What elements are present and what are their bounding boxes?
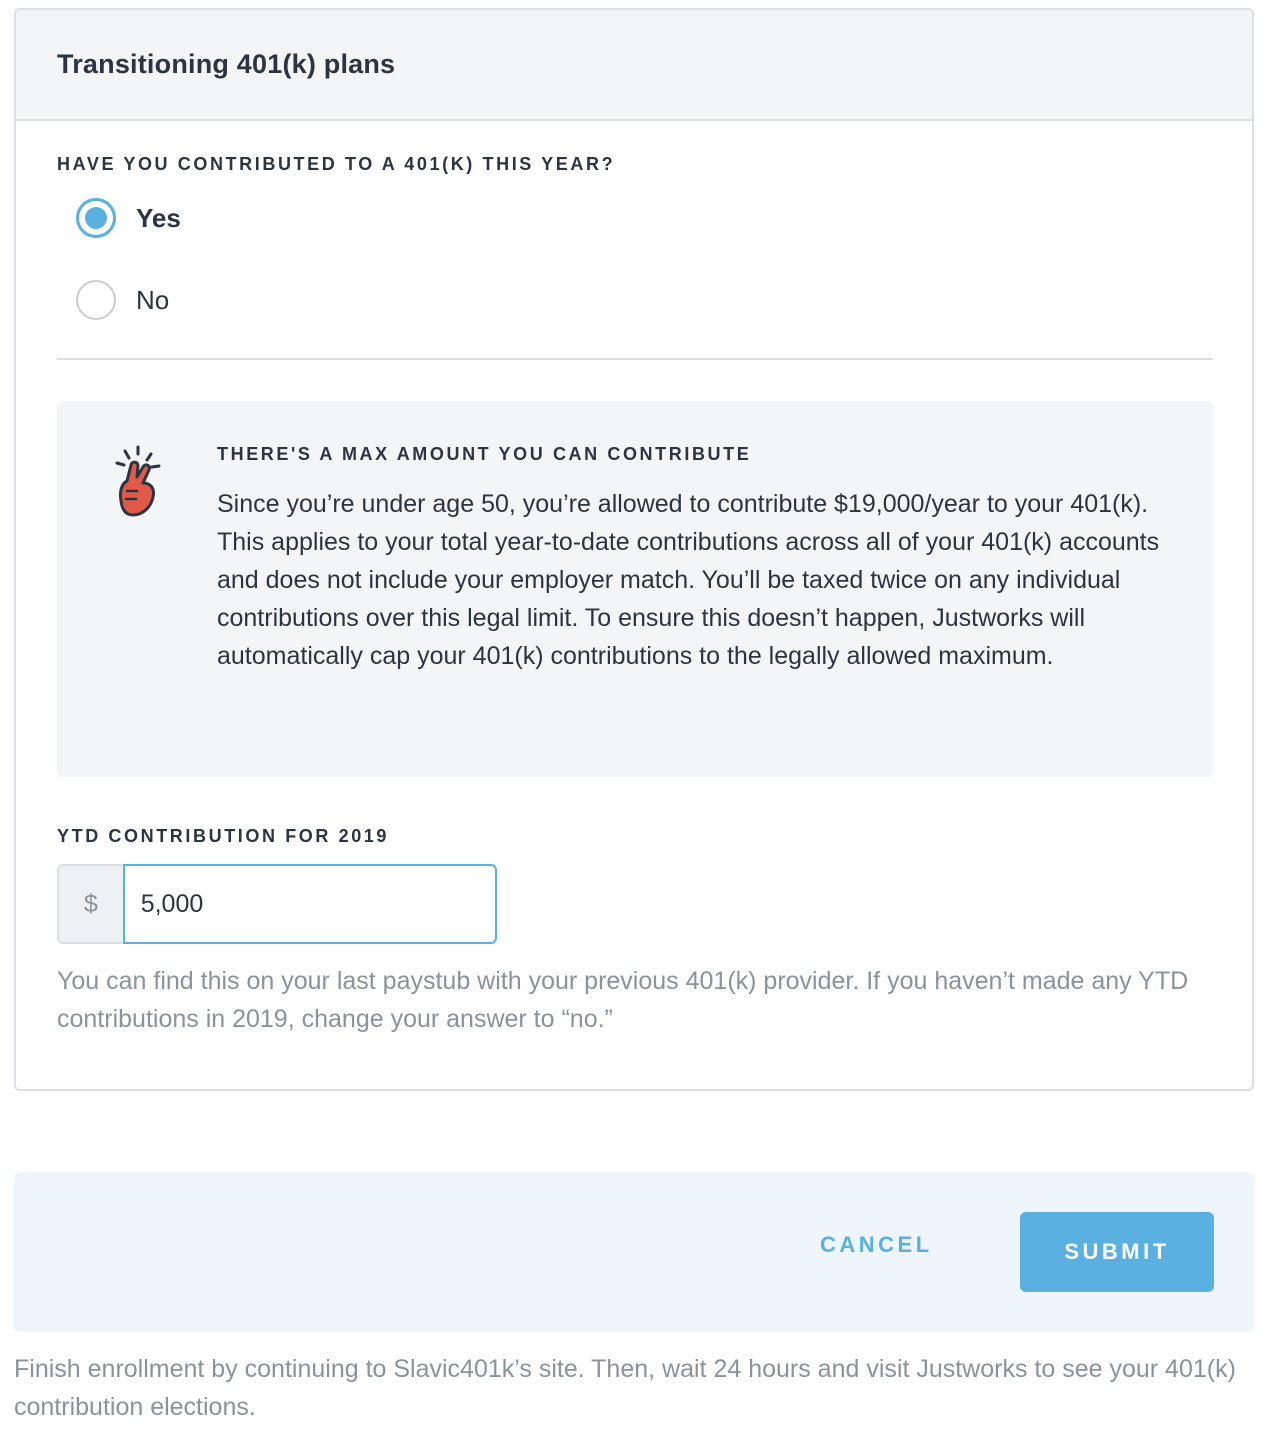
ytd-helper-text: You can find this on your last paystub with your previous 401(k) provider. If you haven’t made any YTD contributions in 2019, change your answer to “no.” bbox=[57, 967, 1189, 1033]
ytd-contribution-field bbox=[57, 864, 497, 944]
question-label: HAVE YOU CONTRIBUTED TO A 401(K) THIS YEAR? bbox=[57, 154, 616, 174]
radio-selected-dot bbox=[85, 207, 107, 229]
card-title: Transitioning 401(k) plans bbox=[57, 49, 396, 79]
enrollment-note: Finish enrollment by continuing to Slavic401k’s site. Then, wait 24 hours and visit Justworks to see your 401(k) contribution elections. bbox=[14, 1355, 1236, 1421]
ytd-contribution-input[interactable] bbox=[123, 864, 497, 944]
divider bbox=[57, 358, 1213, 360]
transition-card bbox=[14, 8, 1254, 1091]
info-title: THERE'S A MAX AMOUNT YOU CAN CONTRIBUTE bbox=[217, 444, 752, 464]
crossed-fingers-icon bbox=[107, 441, 167, 531]
radio-option-yes[interactable] bbox=[76, 198, 181, 238]
info-box bbox=[57, 401, 1213, 777]
cancel-button[interactable]: CANCEL bbox=[820, 1232, 933, 1257]
radio-label-yes: Yes bbox=[136, 202, 181, 233]
radio-button-yes[interactable] bbox=[76, 198, 116, 238]
ytd-label: YTD CONTRIBUTION FOR 2019 bbox=[57, 826, 390, 846]
submit-button[interactable]: SUBMIT bbox=[1020, 1212, 1214, 1292]
card-header bbox=[16, 10, 1252, 121]
currency-prefix: $ bbox=[57, 864, 123, 944]
action-bar bbox=[14, 1172, 1254, 1332]
radio-label-no: No bbox=[136, 284, 170, 315]
info-body: Since you’re under age 50, you’re allowed to contribute $19,000/year to your 401(k). This applies to your total year-to-date contributions across all of your 401(k) accounts and does not include your employer match. You’ll be taxed twice on any individual contributions over this legal limit. To ensure this doesn’t happen, Justworks will automatically cap your 401(k) contributions to the legally allowed maximum. bbox=[217, 490, 1160, 670]
radio-option-no[interactable] bbox=[76, 280, 169, 320]
radio-button-no[interactable] bbox=[76, 280, 116, 320]
